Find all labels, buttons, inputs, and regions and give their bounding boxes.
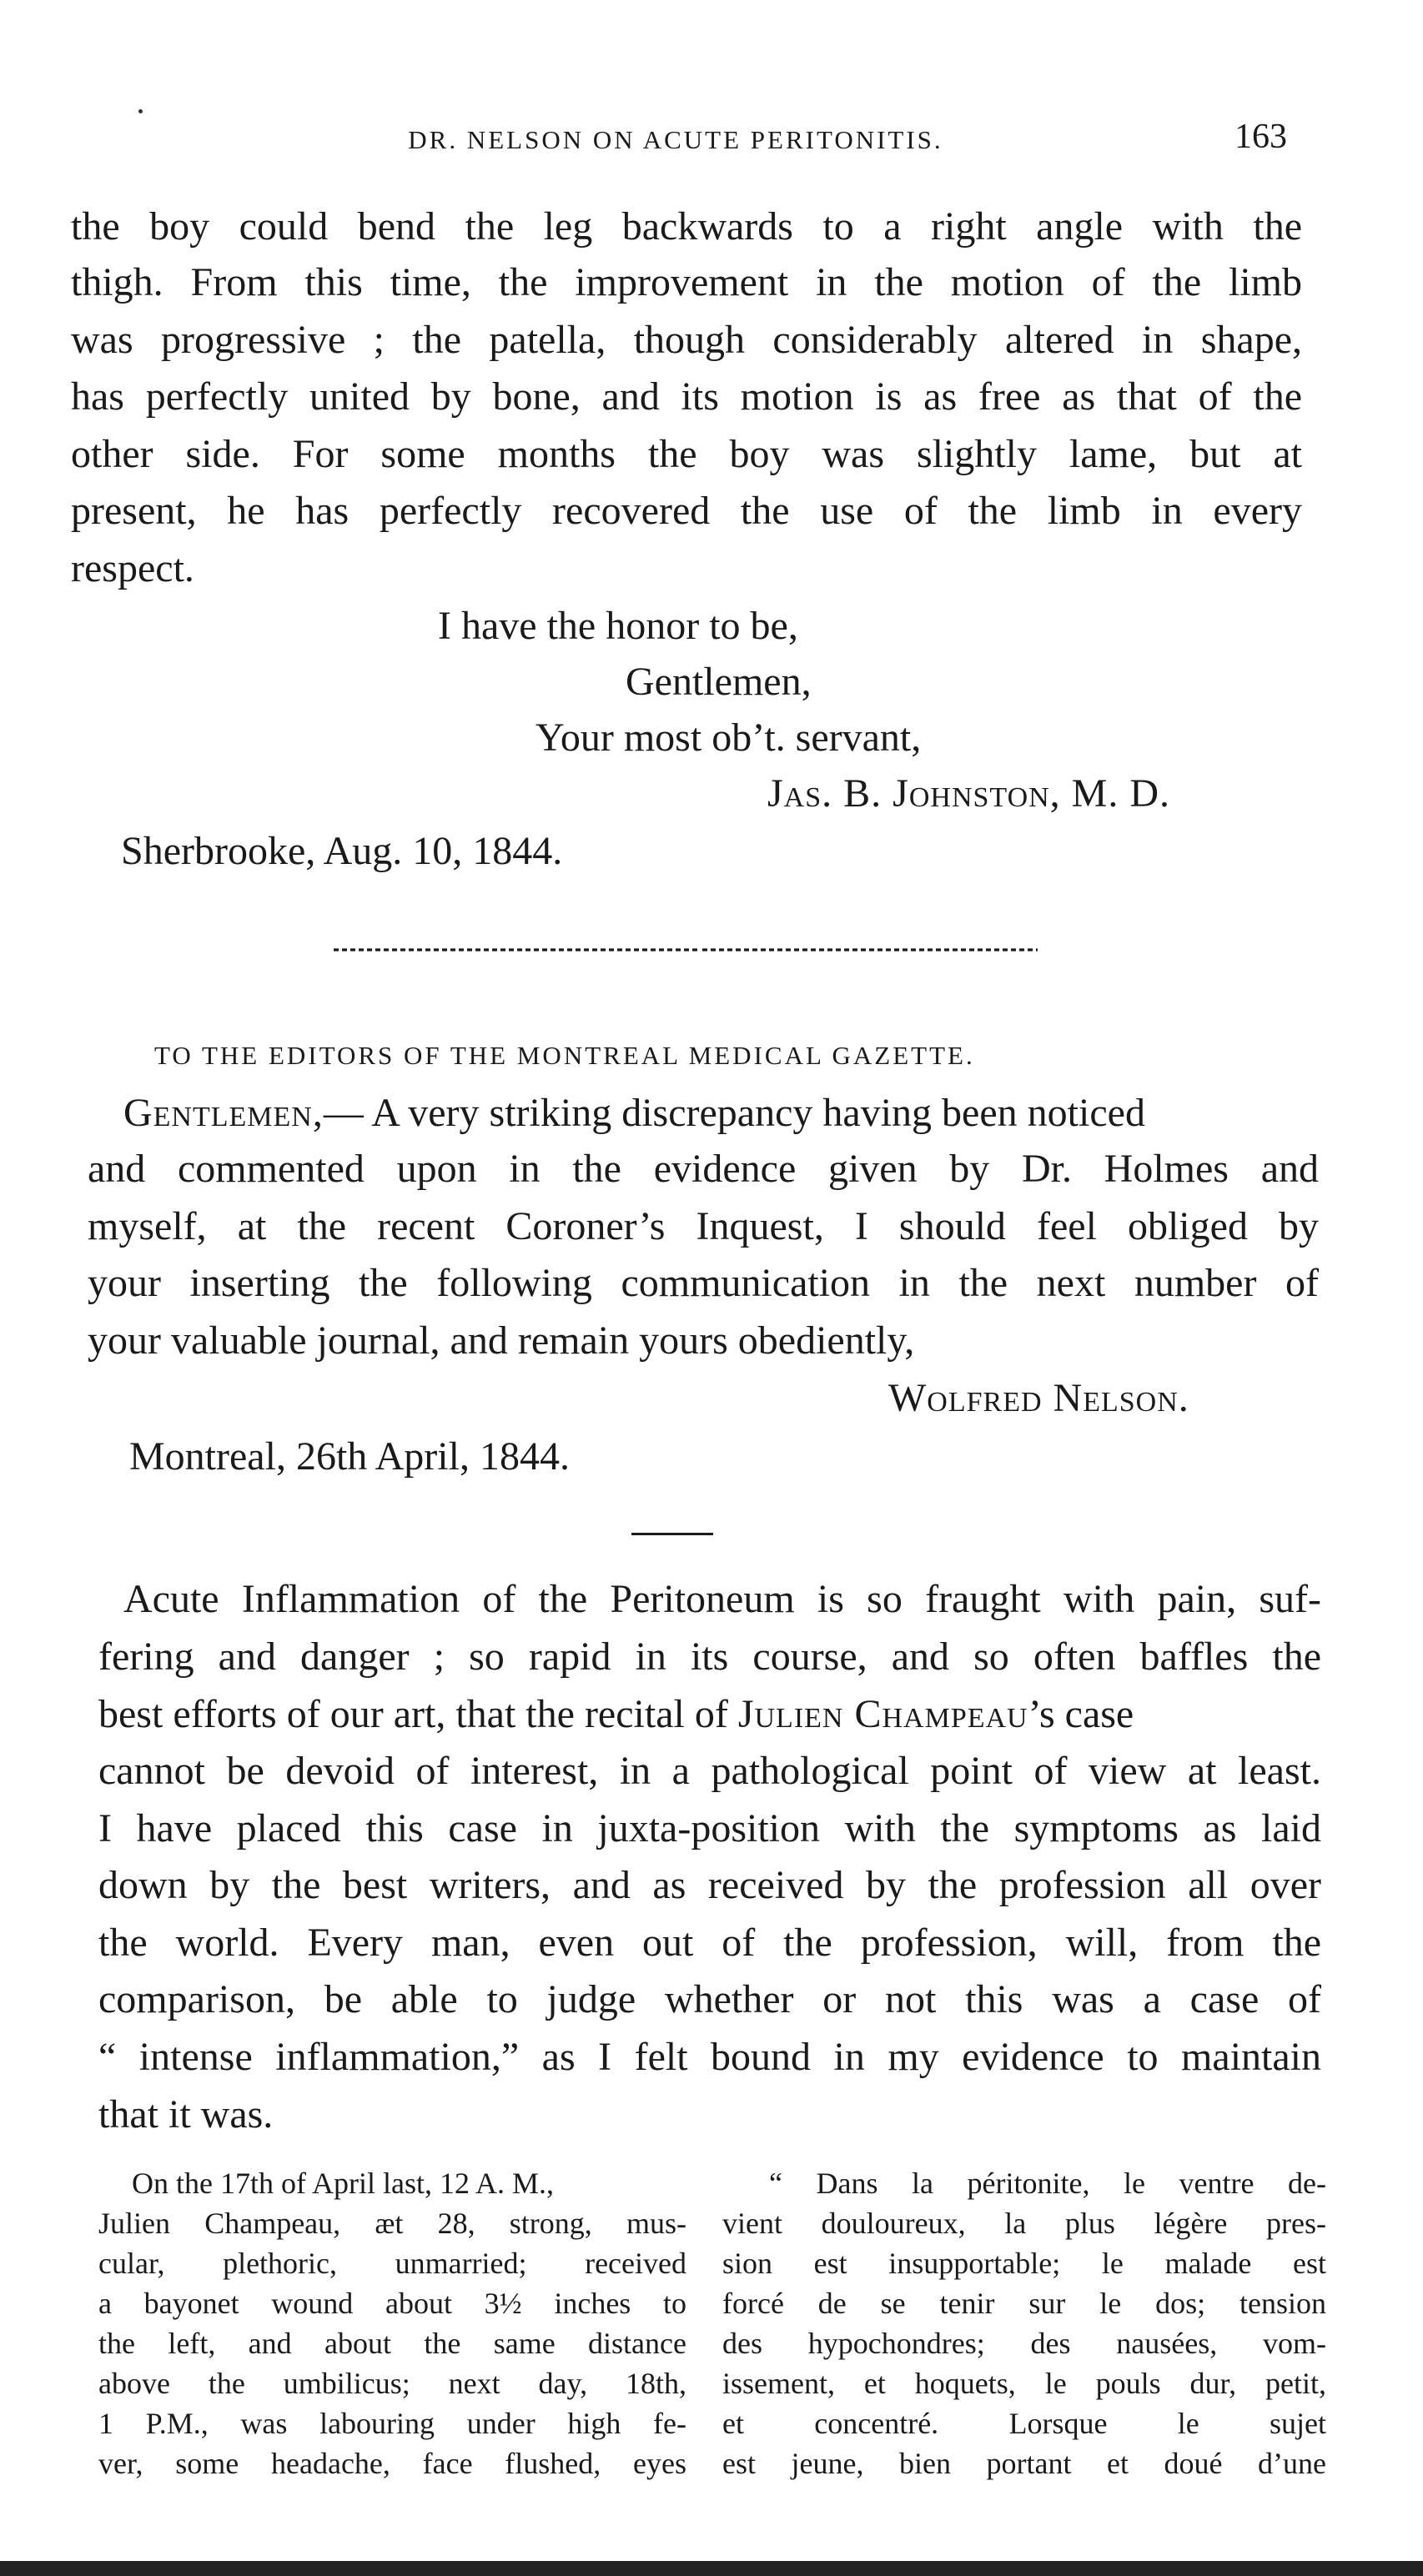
body-line: I have placed this case in juxta-position with the symptoms as laid: [98, 1806, 1321, 1850]
page-number: 163: [1234, 118, 1287, 156]
short-divider: [631, 1533, 713, 1535]
paragraph-line: present, he has perfectly recovered the use of the limb in every: [71, 489, 1302, 533]
place-date: Sherbrooke, Aug. 10, 1844.: [121, 829, 563, 873]
left-column-line: On the 17th of April last, 12 A. M.,: [132, 2167, 554, 2200]
body-line: cannot be devoid of interest, in a pathological point of view at least.: [98, 1749, 1321, 1793]
closing-line: Gentlemen,: [626, 660, 812, 704]
body-line: that it was.: [98, 2092, 274, 2137]
body-text: ’s case: [1028, 1692, 1134, 1736]
signature: Jas. B. Johnston, M. D.: [767, 771, 1171, 816]
paragraph-line: thigh. From this time, the improvement in the motion of the limb: [71, 260, 1302, 304]
right-column-line: et concentré. Lorsque le sujet: [722, 2407, 1326, 2440]
letter-line: myself, at the recent Coroner’s Inquest, I should feel obliged by: [88, 1204, 1319, 1248]
place-date: Montreal, 26th April, 1844.: [129, 1434, 570, 1479]
left-column-line: above the umbilicus; next day, 18th,: [98, 2367, 686, 2400]
right-column-line: est jeune, bien portant et doué d’une: [722, 2447, 1326, 2480]
left-column-line: the left, and about the same distance: [98, 2327, 686, 2360]
letter-line-rest: — A very striking discrepancy having been noticed: [323, 1091, 1145, 1135]
closing-line: Your most ob’t. servant,: [536, 716, 922, 760]
right-column-line: vient douloureux, la plus légère pres-: [722, 2207, 1326, 2240]
letter-first-line: [123, 1093, 1145, 1133]
scan-speck: [138, 109, 143, 113]
left-column-line: cular, plethoric, unmarried; received: [98, 2247, 686, 2280]
right-column-line: sion est insupportable; le malade est: [722, 2247, 1326, 2280]
wavy-divider: [334, 947, 701, 953]
right-column-line: issement, et hoquets, le pouls dur, petit,: [722, 2367, 1326, 2400]
salutation: Gentlemen,: [123, 1091, 324, 1135]
patient-name: Julien Champeau: [737, 1692, 1028, 1736]
paragraph-line: respect.: [71, 546, 194, 590]
closing-line: I have the honor to be,: [438, 604, 798, 648]
wavy-divider: [702, 947, 1038, 953]
scan-bottom-edge: [0, 2561, 1423, 2576]
letter-line: and commented upon in the evidence given by Dr. Holmes and: [88, 1147, 1319, 1191]
body-line: “ intense inflammation,” as I felt bound in my evidence to maintain: [98, 2035, 1321, 2079]
body-line: comparison, be able to judge whether or not this was a case of: [98, 1977, 1321, 2021]
paragraph-line: the boy could bend the leg backwards to a right angle with the: [71, 204, 1302, 249]
body-text: best efforts of our art, that the recital of: [98, 1692, 738, 1736]
right-column-line: des hypochondres; des nausées, vom-: [722, 2327, 1326, 2360]
signature: Wolfred Nelson.: [888, 1376, 1189, 1420]
left-column-line: Julien Champeau, æt 28, strong, mus-: [98, 2207, 686, 2240]
paragraph-line: was progressive ; the patella, though considerably altered in shape,: [71, 318, 1302, 362]
running-title: DR. NELSON ON ACUTE PERITONITIS.: [408, 125, 943, 154]
body-line-with-name: [98, 1692, 1134, 1736]
body-line: down by the best writers, and as received by the profession all over: [98, 1863, 1321, 1907]
paragraph-line: other side. For some months the boy was slightly lame, but at: [71, 432, 1302, 476]
left-column-line: a bayonet wound about 3½ inches to: [98, 2287, 686, 2320]
body-line: the world. Every man, even out of the profession, will, from the: [98, 1921, 1321, 1965]
paragraph-line: has perfectly united by bone, and its motion is as free as that of the: [71, 374, 1302, 419]
left-column-line: 1 P.M., was labouring under high fe-: [98, 2407, 686, 2440]
right-column-line: “ Dans la péritonite, le ventre de-: [769, 2167, 1326, 2200]
letter-line: your inserting the following communication in the next number of: [88, 1261, 1319, 1305]
section-heading: TO THE EDITORS OF THE MONTREAL MEDICAL GAZETTE.: [154, 1041, 975, 1070]
body-line: fering and danger ; so rapid in its course, and so often baffles the: [98, 1634, 1321, 1679]
left-column-line: ver, some headache, face flushed, eyes: [98, 2447, 686, 2480]
body-line: Acute Inflammation of the Peritoneum is so fraught with pain, suf-: [123, 1577, 1321, 1621]
right-column-line: forcé de se tenir sur le dos; tension: [722, 2287, 1326, 2320]
letter-line: your valuable journal, and remain yours obediently,: [88, 1318, 915, 1363]
